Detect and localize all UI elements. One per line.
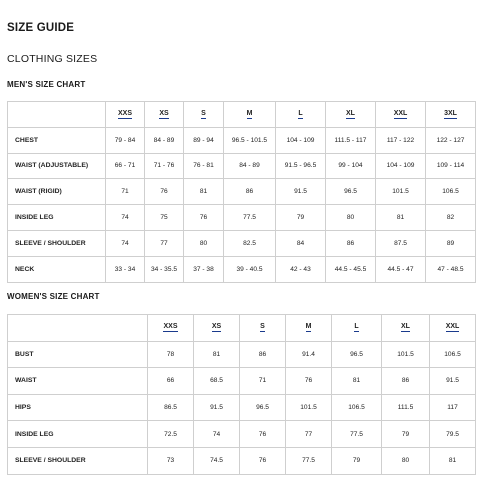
row-label: SLEEVE / SHOULDER — [8, 447, 148, 474]
table-row — [8, 394, 476, 421]
table-cell: 80 — [326, 205, 376, 231]
table-cell: 101.5 — [382, 341, 430, 368]
table-cell: 71 - 76 — [145, 153, 184, 179]
table-cell: 87.5 — [376, 230, 426, 256]
table-cell: 71 — [240, 368, 286, 395]
size-label: XXS — [117, 109, 132, 117]
table-cell: 91.5 — [194, 394, 240, 421]
womens-size-table — [7, 314, 476, 475]
table-cell: 106.5 — [426, 179, 476, 205]
size-header — [106, 102, 145, 128]
size-label: L — [354, 323, 359, 331]
table-cell: 74 — [194, 421, 240, 448]
row-label: WAIST (RIGID) — [8, 179, 106, 205]
mens-chart-title: MEN'S SIZE CHART — [7, 80, 86, 89]
table-cell: 96.5 — [326, 179, 376, 205]
table-cell: 77.5 — [224, 205, 276, 231]
size-label: S — [260, 323, 265, 331]
table-cell: 76 — [286, 368, 332, 395]
table-cell: 74 — [106, 230, 145, 256]
mens-size-table — [7, 101, 476, 283]
table-cell: 33 - 34 — [106, 256, 145, 282]
row-label: INSIDE LEG — [8, 421, 148, 448]
size-header — [145, 102, 184, 128]
table-cell: 81 — [376, 205, 426, 231]
table-row — [8, 341, 476, 368]
womens-chart-title: WOMEN'S SIZE CHART — [7, 292, 100, 301]
table-cell: 81 — [332, 368, 382, 395]
table-cell: 71 — [106, 179, 145, 205]
table-cell: 76 — [145, 179, 184, 205]
row-label: SLEEVE / SHOULDER — [8, 230, 106, 256]
row-label: CHEST — [8, 127, 106, 153]
row-label: NECK — [8, 256, 106, 282]
table-cell: 84 - 89 — [145, 127, 184, 153]
table-cell: 68.5 — [194, 368, 240, 395]
table-cell: 91.4 — [286, 341, 332, 368]
table-cell: 74 — [106, 205, 145, 231]
table-cell: 117 — [430, 394, 476, 421]
table-row — [8, 256, 476, 282]
table-cell: 99 - 104 — [326, 153, 376, 179]
page-title: SIZE GUIDE — [7, 22, 75, 34]
table-cell: 39 - 40.5 — [224, 256, 276, 282]
table-cell: 79 - 84 — [106, 127, 145, 153]
size-header — [148, 315, 194, 342]
size-label: L — [298, 109, 303, 117]
table-cell: 122 - 127 — [426, 127, 476, 153]
table-cell: 78 — [148, 341, 194, 368]
table-cell: 76 - 81 — [184, 153, 224, 179]
table-cell: 75 — [145, 205, 184, 231]
table-cell: 81 — [184, 179, 224, 205]
size-label: S — [201, 109, 206, 117]
table-cell: 91.5 — [430, 368, 476, 395]
table-cell: 96.5 — [240, 394, 286, 421]
row-label: HIPS — [8, 394, 148, 421]
table-cell: 106.5 — [332, 394, 382, 421]
table-cell: 66 - 71 — [106, 153, 145, 179]
size-header — [382, 315, 430, 342]
table-cell: 37 - 38 — [184, 256, 224, 282]
size-label: XXS — [163, 323, 178, 331]
table-cell: 76 — [184, 205, 224, 231]
table-cell: 84 — [276, 230, 326, 256]
size-label: XXL — [445, 323, 460, 331]
table-cell: 86 — [382, 368, 430, 395]
header-corner — [8, 315, 148, 342]
table-cell: 111.5 — [382, 394, 430, 421]
table-row — [8, 368, 476, 395]
table-cell: 72.5 — [148, 421, 194, 448]
table-cell: 73 — [148, 447, 194, 474]
table-cell: 86 — [326, 230, 376, 256]
table-cell: 74.5 — [194, 447, 240, 474]
table-cell: 47 - 48.5 — [426, 256, 476, 282]
size-header — [240, 315, 286, 342]
table-cell: 117 - 122 — [376, 127, 426, 153]
table-cell: 66 — [148, 368, 194, 395]
size-label: XL — [346, 109, 355, 117]
table-cell: 89 — [426, 230, 476, 256]
table-cell: 82.5 — [224, 230, 276, 256]
table-cell: 77.5 — [332, 421, 382, 448]
table-cell: 80 — [184, 230, 224, 256]
table-cell: 96.5 — [332, 341, 382, 368]
size-header — [224, 102, 276, 128]
table-cell: 84 - 89 — [224, 153, 276, 179]
table-cell: 81 — [430, 447, 476, 474]
table-cell: 42 - 43 — [276, 256, 326, 282]
row-label: INSIDE LEG — [8, 205, 106, 231]
size-label: XS — [159, 109, 169, 117]
size-label: XL — [401, 323, 410, 331]
row-label: BUST — [8, 341, 148, 368]
size-header — [276, 102, 326, 128]
table-cell: 86.5 — [148, 394, 194, 421]
size-label: 3XL — [444, 109, 457, 117]
table-cell: 96.5 - 101.5 — [224, 127, 276, 153]
size-header — [184, 102, 224, 128]
table-cell: 86 — [240, 341, 286, 368]
table-cell: 79.5 — [430, 421, 476, 448]
table-cell: 77 — [286, 421, 332, 448]
table-cell: 101.5 — [286, 394, 332, 421]
size-header — [376, 102, 426, 128]
table-cell: 76 — [240, 447, 286, 474]
size-header — [430, 315, 476, 342]
table-cell: 77 — [145, 230, 184, 256]
table-cell: 79 — [382, 421, 430, 448]
table-cell: 111.5 - 117 — [326, 127, 376, 153]
table-cell: 104 - 109 — [376, 153, 426, 179]
size-label: XS — [211, 323, 222, 331]
table-row — [8, 153, 476, 179]
table-cell: 82 — [426, 205, 476, 231]
table-cell: 106.5 — [430, 341, 476, 368]
size-header — [426, 102, 476, 128]
table-cell: 80 — [382, 447, 430, 474]
row-label: WAIST (ADJUSTABLE) — [8, 153, 106, 179]
table-cell: 104 - 109 — [276, 127, 326, 153]
table-cell: 79 — [332, 447, 382, 474]
mens-header-row — [8, 102, 476, 128]
size-header — [326, 102, 376, 128]
size-label: M — [305, 323, 312, 331]
table-cell: 79 — [276, 205, 326, 231]
womens-header-row — [8, 315, 476, 342]
table-cell: 44.5 - 45.5 — [326, 256, 376, 282]
table-row — [8, 179, 476, 205]
table-cell: 89 - 94 — [184, 127, 224, 153]
size-header — [332, 315, 382, 342]
size-label: M — [246, 109, 253, 117]
table-cell: 44.5 - 47 — [376, 256, 426, 282]
table-row — [8, 230, 476, 256]
row-label: WAIST — [8, 368, 148, 395]
table-row — [8, 127, 476, 153]
table-cell: 91.5 — [276, 179, 326, 205]
table-cell: 109 - 114 — [426, 153, 476, 179]
size-header — [194, 315, 240, 342]
table-row — [8, 205, 476, 231]
table-row — [8, 447, 476, 474]
header-corner — [8, 102, 106, 128]
table-cell: 77.5 — [286, 447, 332, 474]
table-cell: 34 - 35.5 — [145, 256, 184, 282]
table-cell: 76 — [240, 421, 286, 448]
table-cell: 81 — [194, 341, 240, 368]
table-cell: 91.5 - 96.5 — [276, 153, 326, 179]
size-label: XXL — [393, 109, 408, 117]
table-cell: 86 — [224, 179, 276, 205]
size-header — [286, 315, 332, 342]
table-row — [8, 421, 476, 448]
table-cell: 101.5 — [376, 179, 426, 205]
page-subtitle: CLOTHING SIZES — [7, 53, 98, 65]
